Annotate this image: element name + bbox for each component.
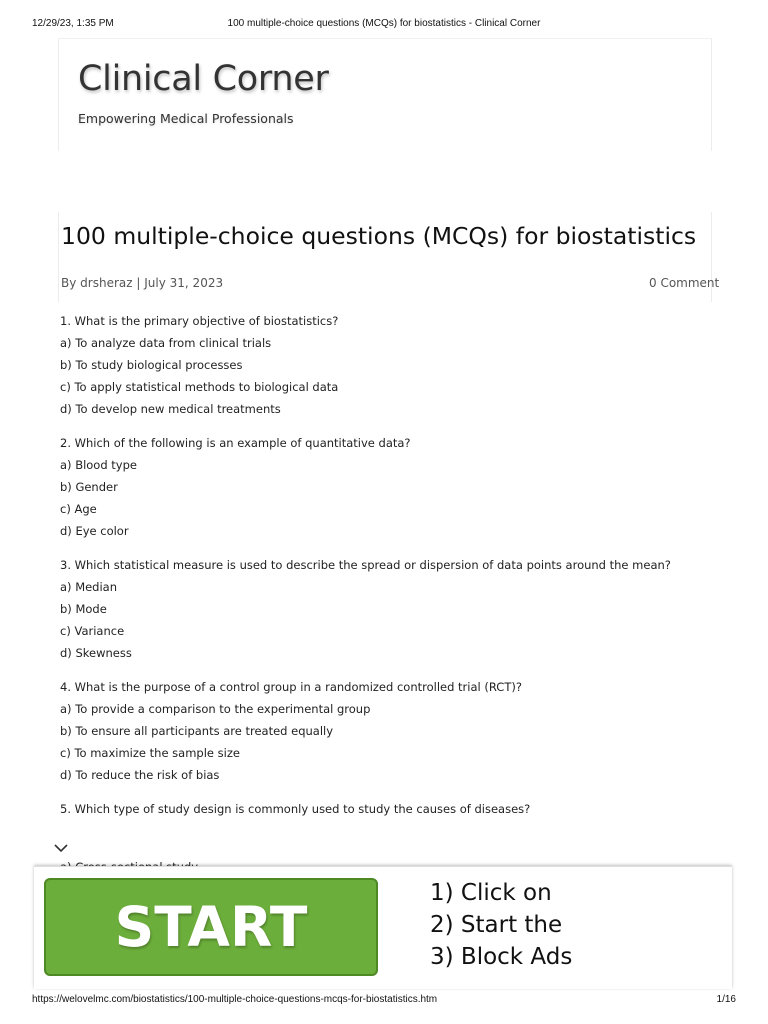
comments-link[interactable]: 0 Comment xyxy=(649,276,720,290)
question-text: 3. Which statistical measure is used to describe the spread or dispersion of data points around the mean? xyxy=(60,558,671,572)
question-text: 2. Which of the following is an example of quantitative data? xyxy=(60,436,411,450)
ad-banner xyxy=(34,866,732,989)
print-page-title: 100 multiple-choice questions (MCQs) for biostatistics - Clinical Corner xyxy=(227,18,541,29)
option-c: c) Variance xyxy=(60,624,125,638)
print-page-number: 1/16 xyxy=(716,994,736,1005)
print-date: 12/29/23, 1:35 PM xyxy=(32,18,114,29)
option-c: c) Age xyxy=(60,502,97,516)
option-b: b) Mode xyxy=(60,602,107,616)
option-c: c) To maximize the sample size xyxy=(60,746,240,760)
post-title: 100 multiple-choice questions (MCQs) for biostatistics xyxy=(61,222,697,250)
option-d: d) Skewness xyxy=(60,646,132,660)
question-block xyxy=(60,554,710,664)
option-b: b) To ensure all participants are treated equally xyxy=(60,724,334,738)
ad-start-button[interactable]: START xyxy=(44,878,378,976)
question-block xyxy=(60,798,710,820)
option-d: d) Eye color xyxy=(60,524,129,538)
post-content xyxy=(60,310,710,832)
option-a: a) Median xyxy=(60,580,118,594)
ad-steps xyxy=(430,877,573,981)
article-header xyxy=(58,212,720,302)
ad-step: 2) Start the xyxy=(430,912,563,938)
site-title[interactable]: Clinical Corner xyxy=(78,59,329,99)
author-link[interactable]: drsheraz xyxy=(80,276,133,290)
option-b: b) To study biological processes xyxy=(60,358,243,372)
question-block xyxy=(60,676,710,786)
option-a: a) To analyze data from clinical trials xyxy=(60,336,272,350)
post-meta xyxy=(61,276,223,290)
question-text: 1. What is the primary objective of biostatistics? xyxy=(60,314,339,328)
question-text: 5. Which type of study design is commonly used to study the causes of diseases? xyxy=(60,802,531,816)
question-block xyxy=(60,432,710,542)
print-footer xyxy=(32,994,736,1008)
option-a: a) To provide a comparison to the experimental group xyxy=(60,702,371,716)
option-d: d) To develop new medical treatments xyxy=(60,402,281,416)
meta-separator: | xyxy=(136,276,141,290)
option-b: b) Gender xyxy=(60,480,118,494)
option-d: d) To reduce the risk of bias xyxy=(60,768,220,782)
by-label: By xyxy=(61,276,77,290)
question-text: 4. What is the purpose of a control group in a randomized controlled trial (RCT)? xyxy=(60,680,522,694)
question-block xyxy=(60,310,710,420)
site-header xyxy=(58,38,712,151)
ad-step: 3) Block Ads xyxy=(430,944,573,970)
print-header xyxy=(32,18,736,32)
post-date-link[interactable]: July 31, 2023 xyxy=(144,276,224,290)
option-a: a) Blood type xyxy=(60,458,137,472)
ad-step: 1) Click on xyxy=(430,880,552,906)
option-c: c) To apply statistical methods to biological data xyxy=(60,380,339,394)
option-a-clipped xyxy=(60,856,198,864)
chevron-down-icon[interactable] xyxy=(52,839,70,857)
site-tagline: Empowering Medical Professionals xyxy=(78,111,294,126)
print-url: https://welovelmc.com/biostatistics/100-multiple-choice-questions-mcqs-for-biostatistics.htm xyxy=(32,994,438,1005)
